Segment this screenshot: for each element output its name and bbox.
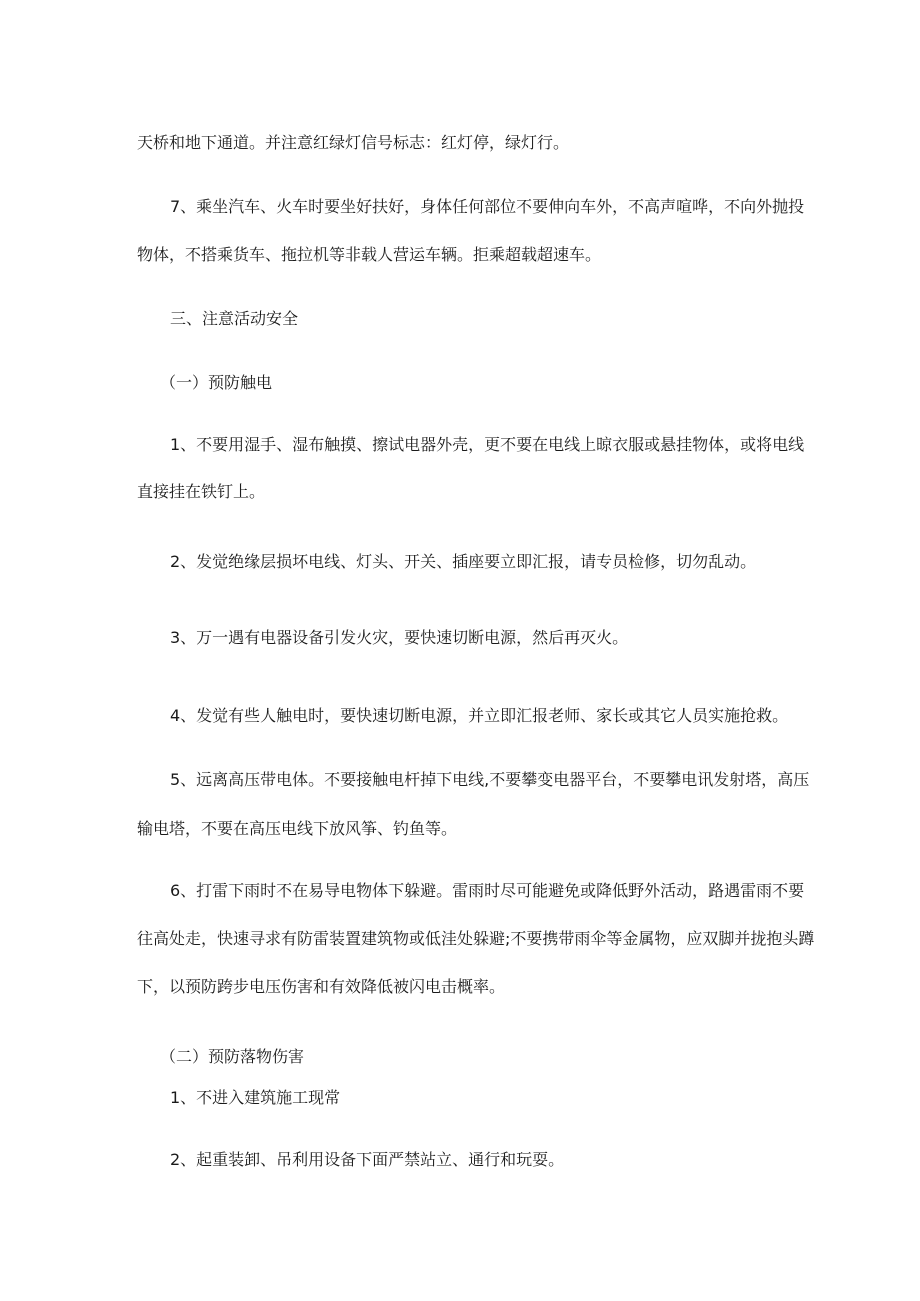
paragraph-line: 1、不要用湿手、湿布触摸、擦试电器外壳，更不要在电线上晾衣服或悬挂物体，或将电线 bbox=[170, 435, 805, 454]
paragraph-line: 天桥和地下通道。并注意红绿灯信号标志：红灯停，绿灯行。 bbox=[137, 133, 570, 152]
paragraph-line: 7、乘坐汽车、火车时要坐好扶好，身体任何部位不要伸向车外，不高声喧哗，不向外抛投 bbox=[170, 197, 805, 216]
paragraph-line: 4、发觉有些人触电时，要快速切断电源，并立即汇报老师、家长或其它人员实施抢救。 bbox=[170, 706, 789, 725]
paragraph-line: 直接挂在铁钉上。 bbox=[137, 482, 266, 501]
section-heading: 三、注意活动安全 bbox=[170, 309, 299, 328]
paragraph-line: 1、不进入建筑施工现常 bbox=[170, 1088, 341, 1107]
paragraph-line: 6、打雷下雨时不在易导电物体下躲避。雷雨时尽可能避免或降低野外活动，路遇雷雨不要 bbox=[170, 881, 805, 900]
paragraph-line: 物体，不搭乘货车、拖拉机等非载人营运车辆。拒乘超载超速车。 bbox=[137, 245, 602, 264]
subsection-heading: （一）预防触电 bbox=[160, 373, 273, 392]
paragraph-line: 2、发觉绝缘层损坏电线、灯头、开关、插座要立即汇报，请专员检修，切勿乱动。 bbox=[170, 552, 757, 571]
paragraph-line: 3、万一遇有电器设备引发火灾，要快速切断电源，然后再灭火。 bbox=[170, 628, 629, 647]
subsection-heading: （二）预防落物伤害 bbox=[160, 1047, 305, 1066]
paragraph-line: 5、远离高压带电体。不要接触电杆掉下电线,不要攀变电器平台，不要攀电讯发射塔，高压 bbox=[170, 770, 810, 789]
paragraph-line: 输电塔，不要在高压电线下放风筝、钓鱼等。 bbox=[137, 819, 458, 838]
paragraph-line: 下，以预防跨步电压伤害和有效降低被闪电击概率。 bbox=[137, 977, 506, 996]
paragraph-line: 2、起重装卸、吊利用设备下面严禁站立、通行和玩耍。 bbox=[170, 1150, 565, 1169]
paragraph-line: 往高处走，快速寻求有防雷装置建筑物或低洼处躲避;不要携带雨伞等金属物，应双脚并拢抱头蹲 bbox=[137, 929, 815, 948]
